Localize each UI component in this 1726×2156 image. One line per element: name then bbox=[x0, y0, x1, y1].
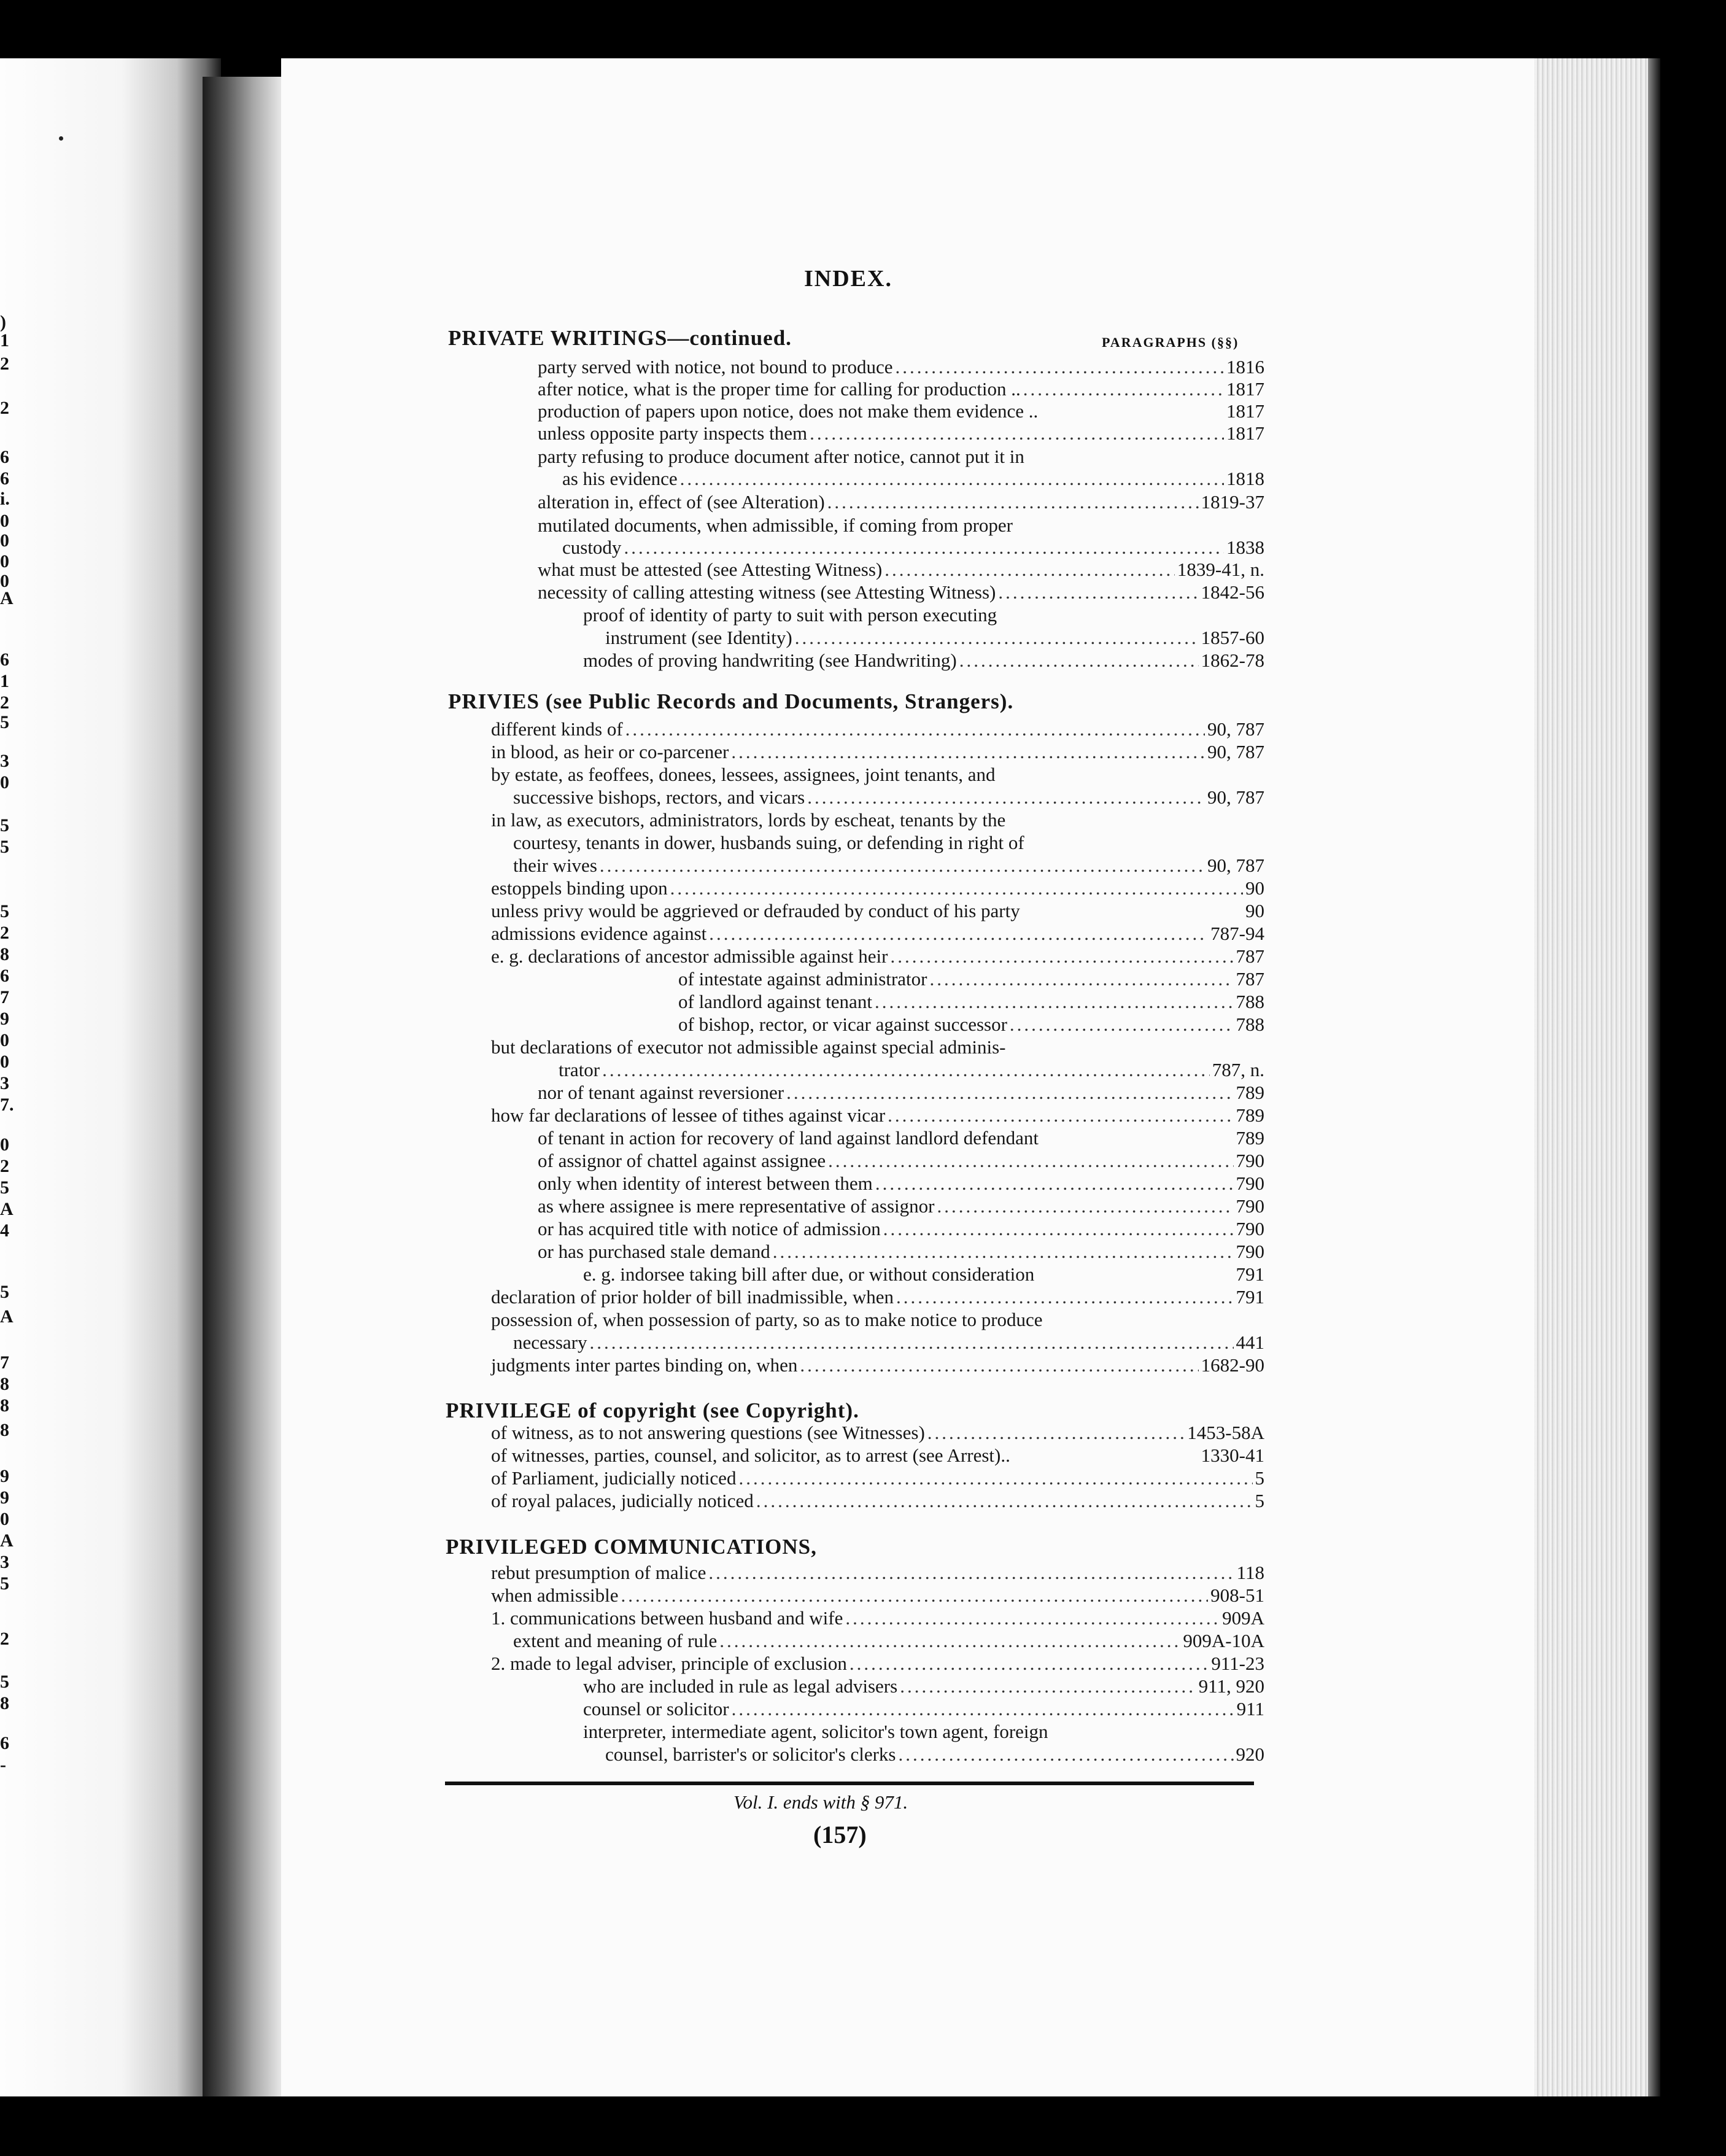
entry-text: of witnesses, parties, counsel, and solicitor, as to arrest (see Arrest).. bbox=[491, 1444, 1010, 1466]
entry-text: PRIVATE WRITINGS—continued. bbox=[448, 326, 792, 350]
entry-text: of bishop, rector, or vicar against successor bbox=[678, 1014, 1007, 1035]
entry-text: judgments inter partes binding on, when bbox=[491, 1354, 798, 1376]
margin-character: A bbox=[0, 1306, 14, 1327]
dot-leader bbox=[709, 923, 1208, 945]
margin-character: 0 bbox=[0, 551, 9, 572]
entry-text: party served with notice, not bound to produce bbox=[538, 356, 893, 378]
margin-character: A bbox=[0, 588, 14, 608]
index-entry bbox=[678, 1014, 1264, 1036]
index-entry bbox=[583, 1721, 1264, 1743]
index-entry bbox=[538, 400, 1264, 422]
entry-text: only when identity of interest between them bbox=[538, 1173, 873, 1194]
dot-leader bbox=[898, 1743, 1233, 1766]
dot-leader bbox=[795, 627, 1199, 649]
entry-text: 1. communications between husband and wife bbox=[491, 1607, 843, 1629]
entry-text: successive bishops, rectors, and vicars bbox=[513, 786, 805, 808]
margin-character: 5 bbox=[0, 1282, 9, 1302]
entry-text: instrument (see Identity) bbox=[605, 627, 792, 648]
entry-text: 2. made to legal adviser, principle of exclusion bbox=[491, 1653, 847, 1674]
entry-text: declaration of prior holder of bill inadmissible, when bbox=[491, 1286, 894, 1308]
entry-text: rebut presumption of malice bbox=[491, 1562, 706, 1583]
entry-paragraph-ref: 787 bbox=[1236, 968, 1264, 990]
margin-character: 9 bbox=[0, 1487, 9, 1508]
dot-leader bbox=[738, 1467, 1252, 1489]
entry-paragraph-ref: 920 bbox=[1236, 1743, 1264, 1765]
margin-character: 0 bbox=[0, 1509, 9, 1529]
index-entry bbox=[538, 1241, 1264, 1263]
index-entry bbox=[513, 1332, 1264, 1354]
margin-character: 2 bbox=[0, 923, 9, 943]
entry-text: in law, as executors, administrators, lords by escheat, tenants by the bbox=[491, 809, 1006, 831]
dot-leader bbox=[1010, 1014, 1234, 1036]
index-entry bbox=[491, 1562, 1264, 1584]
entry-paragraph-ref: 90, 787 bbox=[1207, 786, 1264, 808]
index-entry bbox=[538, 581, 1264, 603]
entry-paragraph-ref: 1839-41, n. bbox=[1177, 559, 1264, 580]
entry-text: of witness, as to not answering questions (see Witnesses) bbox=[491, 1422, 925, 1443]
dot-leader bbox=[590, 1332, 1234, 1354]
margin-character: 0 bbox=[0, 772, 9, 793]
index-heading-entry bbox=[446, 1400, 1264, 1422]
entry-text: courtesy, tenants in dower, husbands suing, or defending in right of bbox=[513, 832, 1024, 853]
dot-leader bbox=[810, 422, 1224, 444]
index-entry bbox=[538, 446, 1264, 468]
dot-leader bbox=[731, 741, 1205, 763]
margin-character: 7 bbox=[0, 1352, 9, 1373]
entry-text: what must be attested (see Attesting Witness) bbox=[538, 559, 883, 580]
entry-text: custody bbox=[562, 537, 622, 558]
index-entry bbox=[491, 1104, 1264, 1126]
index-entry bbox=[583, 650, 1264, 672]
entry-text: necessity of calling attesting witness (see Attesting Witness) bbox=[538, 581, 996, 603]
index-entry bbox=[583, 1698, 1264, 1720]
entry-text: PRIVIES (see Public Records and Documents, Strangers). bbox=[448, 689, 1014, 713]
index-entry bbox=[491, 945, 1264, 967]
index-entry bbox=[538, 1173, 1264, 1195]
index-entry bbox=[491, 764, 1264, 786]
entry-paragraph-ref: 1838 bbox=[1226, 537, 1264, 558]
index-entry bbox=[513, 832, 1264, 854]
entry-paragraph-ref: 90, 787 bbox=[1207, 718, 1264, 740]
entry-text: admissions evidence against bbox=[491, 923, 707, 944]
dot-leader bbox=[884, 559, 1175, 581]
entry-text: of tenant in action for recovery of land against landlord defendant bbox=[538, 1127, 1039, 1149]
index-entry bbox=[491, 1309, 1264, 1331]
margin-character: 9 bbox=[0, 1466, 9, 1486]
dot-leader bbox=[959, 650, 1199, 672]
entry-text: PRIVILEGED COMMUNICATIONS, bbox=[446, 1535, 817, 1559]
index-entry bbox=[678, 968, 1264, 990]
index-entry bbox=[538, 559, 1264, 581]
entry-paragraph-ref: 911 bbox=[1236, 1698, 1264, 1720]
index-entry bbox=[538, 1082, 1264, 1104]
entry-paragraph-ref: 789 bbox=[1236, 1104, 1264, 1126]
entry-paragraph-ref: 791 bbox=[1236, 1263, 1264, 1285]
margin-character: 2 bbox=[0, 692, 9, 713]
entry-paragraph-ref: 788 bbox=[1236, 991, 1264, 1012]
entry-paragraph-ref: 1682-90 bbox=[1201, 1354, 1264, 1376]
entry-paragraph-ref: 790 bbox=[1236, 1150, 1264, 1171]
margin-character: 5 bbox=[0, 1573, 9, 1594]
index-entry bbox=[491, 1444, 1264, 1467]
entry-text: their wives bbox=[513, 855, 597, 876]
margin-character: A bbox=[0, 1199, 14, 1219]
entry-text: as his evidence bbox=[562, 468, 678, 489]
margin-character: 0 bbox=[0, 1052, 9, 1072]
dot-leader bbox=[888, 1104, 1233, 1126]
index-heading-entry bbox=[446, 1536, 1264, 1558]
index-entry bbox=[538, 1150, 1264, 1172]
margin-character: 0 bbox=[0, 1030, 9, 1050]
entry-paragraph-ref: 787-94 bbox=[1210, 923, 1264, 944]
dot-leader bbox=[807, 786, 1205, 808]
margin-character: 2 bbox=[0, 1629, 9, 1649]
dot-leader bbox=[756, 1490, 1253, 1512]
dot-leader bbox=[849, 1653, 1209, 1675]
index-entry bbox=[538, 1195, 1264, 1217]
dot-leader bbox=[680, 468, 1224, 490]
margin-character: ) bbox=[0, 312, 6, 332]
entry-text: necessary bbox=[513, 1332, 587, 1353]
margin-character: 3 bbox=[0, 1552, 9, 1572]
margin-character: 5 bbox=[0, 901, 9, 921]
dot-leader bbox=[929, 968, 1233, 990]
entry-paragraph-ref: 909A-10A bbox=[1183, 1630, 1264, 1651]
dot-leader bbox=[875, 991, 1234, 1013]
entry-paragraph-ref: 1842-56 bbox=[1201, 581, 1264, 603]
margin-character: i. bbox=[0, 489, 10, 509]
volume-end-note: Vol. I. ends with § 971. bbox=[733, 1791, 908, 1813]
margin-character: 8 bbox=[0, 1420, 9, 1440]
margin-character: 8 bbox=[0, 1395, 9, 1416]
dot-leader bbox=[800, 1354, 1198, 1376]
entry-text: but declarations of executor not admissible against special adminis- bbox=[491, 1036, 1006, 1058]
dot-leader bbox=[625, 718, 1205, 740]
entry-paragraph-ref: 1817 bbox=[1226, 422, 1264, 444]
entry-paragraph-ref: 90 bbox=[1245, 900, 1264, 921]
entry-text: of intestate against administrator bbox=[678, 968, 927, 990]
entry-text: counsel, barrister's or solicitor's clerks bbox=[605, 1743, 896, 1765]
entry-paragraph-ref: 790 bbox=[1236, 1195, 1264, 1217]
index-entry bbox=[491, 923, 1264, 945]
entry-paragraph-ref: 911-23 bbox=[1211, 1653, 1264, 1674]
index-entry bbox=[583, 1675, 1264, 1697]
entry-paragraph-ref: 5 bbox=[1255, 1490, 1264, 1511]
margin-character: 5 bbox=[0, 837, 9, 857]
entry-paragraph-ref: 1330-41 bbox=[1201, 1444, 1264, 1466]
dot-leader bbox=[827, 491, 1199, 513]
entry-paragraph-ref: 1816 bbox=[1226, 356, 1264, 378]
entry-text: of royal palaces, judicially noticed bbox=[491, 1490, 754, 1511]
dot-leader bbox=[927, 1422, 1185, 1444]
entry-text: in blood, as heir or co-parcener bbox=[491, 741, 729, 762]
page-number: (157) bbox=[813, 1821, 867, 1848]
paragraphs-column-label: PARAGRAPHS (§§) bbox=[1102, 335, 1239, 350]
entry-text: who are included in rule as legal advisers bbox=[583, 1675, 898, 1697]
entry-text: different kinds of bbox=[491, 718, 623, 740]
entry-paragraph-ref: 789 bbox=[1236, 1127, 1264, 1149]
entry-paragraph-ref: 788 bbox=[1236, 1014, 1264, 1035]
index-entry bbox=[491, 1467, 1264, 1489]
dot-leader bbox=[708, 1562, 1234, 1584]
entry-text: of assignor of chattel against assignee bbox=[538, 1150, 826, 1171]
margin-character: 2 bbox=[0, 1156, 9, 1176]
index-entry bbox=[583, 604, 1264, 626]
dot-leader bbox=[621, 1584, 1209, 1607]
index-entry bbox=[538, 1218, 1264, 1240]
index-entry bbox=[491, 1354, 1264, 1376]
margin-character: 7. bbox=[0, 1095, 14, 1115]
dot-leader bbox=[600, 855, 1205, 877]
margin-character: 4 bbox=[0, 1220, 9, 1241]
index-entry bbox=[491, 718, 1264, 740]
entry-paragraph-ref: 1857-60 bbox=[1201, 627, 1264, 648]
entry-paragraph-ref: 1818 bbox=[1226, 468, 1264, 489]
index-entry bbox=[538, 378, 1264, 400]
dot-leader bbox=[670, 877, 1243, 899]
entry-paragraph-ref: 787 bbox=[1236, 945, 1264, 967]
dot-leader bbox=[719, 1630, 1180, 1652]
dot-leader bbox=[602, 1059, 1210, 1081]
margin-character: 0 bbox=[0, 530, 9, 551]
entry-paragraph-ref: 790 bbox=[1236, 1241, 1264, 1262]
entry-paragraph-ref: 90, 787 bbox=[1207, 741, 1264, 762]
entry-text: alteration in, effect of (see Alteration) bbox=[538, 491, 825, 513]
index-entry bbox=[538, 514, 1264, 537]
index-entry bbox=[491, 809, 1264, 831]
margin-character: 8 bbox=[0, 944, 9, 964]
margin-character: 3 bbox=[0, 751, 9, 771]
margin-character: 2 bbox=[0, 354, 9, 374]
dot-leader bbox=[773, 1241, 1234, 1263]
entry-text: extent and meaning of rule bbox=[513, 1630, 718, 1651]
dot-leader bbox=[1023, 378, 1224, 400]
margin-character: 8 bbox=[0, 1693, 9, 1713]
entry-text: of Parliament, judicially noticed bbox=[491, 1467, 737, 1489]
index-entry bbox=[491, 1036, 1264, 1058]
index-entry bbox=[678, 991, 1264, 1013]
dot-leader bbox=[900, 1675, 1196, 1697]
entry-paragraph-ref: 791 bbox=[1236, 1286, 1264, 1308]
entry-paragraph-ref: 1453-58A bbox=[1187, 1422, 1264, 1443]
entry-paragraph-ref: 790 bbox=[1236, 1218, 1264, 1239]
entry-text: when admissible bbox=[491, 1584, 619, 1606]
index-heading-entry bbox=[448, 691, 1264, 713]
index-entry bbox=[559, 1059, 1264, 1081]
entry-text: or has acquired title with notice of admission bbox=[538, 1218, 881, 1239]
dot-leader bbox=[890, 945, 1233, 967]
index-entry bbox=[513, 1630, 1264, 1652]
entry-paragraph-ref: 118 bbox=[1236, 1562, 1264, 1583]
entry-text: trator bbox=[559, 1059, 600, 1080]
margin-character: 5 bbox=[0, 712, 9, 732]
margin-character: 8 bbox=[0, 1374, 9, 1394]
index-heading-entry bbox=[448, 327, 1264, 349]
entry-paragraph-ref: 441 bbox=[1236, 1332, 1264, 1353]
index-entry bbox=[538, 422, 1264, 444]
index-entry bbox=[491, 1653, 1264, 1675]
entry-paragraph-ref: 90 bbox=[1245, 877, 1264, 899]
index-entry bbox=[491, 1584, 1264, 1607]
entry-paragraph-ref: 1817 bbox=[1226, 400, 1264, 422]
index-entry bbox=[562, 468, 1264, 490]
margin-character: 5 bbox=[0, 1177, 9, 1198]
margin-character: 7 bbox=[0, 987, 9, 1007]
entry-paragraph-ref: 1817 bbox=[1226, 378, 1264, 400]
entry-text: e. g. declarations of ancestor admissible against heir bbox=[491, 945, 888, 967]
margin-character: 0 bbox=[0, 571, 9, 591]
margin-character: - bbox=[0, 1755, 6, 1775]
entry-text: how far declarations of lessee of tithes against vicar bbox=[491, 1104, 886, 1126]
entry-text: estoppels binding upon bbox=[491, 877, 668, 899]
entry-paragraph-ref: 911, 920 bbox=[1198, 1675, 1264, 1697]
dot-leader bbox=[732, 1698, 1234, 1720]
dot-leader bbox=[786, 1082, 1233, 1104]
entry-text: e. g. indorsee taking bill after due, or without consideration bbox=[583, 1263, 1035, 1285]
entry-paragraph-ref: 790 bbox=[1236, 1173, 1264, 1194]
dot-leader bbox=[937, 1195, 1233, 1217]
margin-character: 6 bbox=[0, 1733, 9, 1753]
entry-text: unless opposite party inspects them bbox=[538, 422, 808, 444]
entry-paragraph-ref: 1862-78 bbox=[1201, 650, 1264, 671]
entry-text: of landlord against tenant bbox=[678, 991, 872, 1012]
entry-paragraph-ref: 1819-37 bbox=[1201, 491, 1264, 513]
entry-text: proof of identity of party to suit with person executing bbox=[583, 604, 997, 626]
margin-character: 2 bbox=[0, 398, 9, 418]
margin-character: 1 bbox=[0, 330, 9, 351]
index-entry bbox=[491, 1490, 1264, 1512]
index-entry bbox=[491, 1286, 1264, 1308]
entry-text: interpreter, intermediate agent, solicitor's town agent, foreign bbox=[583, 1721, 1048, 1742]
footer-rule bbox=[445, 1782, 1254, 1785]
dot-leader bbox=[624, 537, 1224, 559]
index-entry bbox=[491, 900, 1264, 922]
index-entry bbox=[605, 627, 1264, 649]
margin-character: 6 bbox=[0, 447, 9, 467]
entry-text: party refusing to produce document after notice, cannot put it in bbox=[538, 446, 1024, 467]
entry-text: unless privy would be aggrieved or defrauded by conduct of his party bbox=[491, 900, 1020, 921]
margin-character: 9 bbox=[0, 1009, 9, 1029]
margin-character: 6 bbox=[0, 650, 9, 670]
entry-text: or has purchased stale demand bbox=[538, 1241, 770, 1262]
index-entry bbox=[538, 491, 1264, 513]
dot-leader bbox=[845, 1607, 1220, 1629]
index-entry bbox=[513, 855, 1264, 877]
margin-character: 0 bbox=[0, 1134, 9, 1155]
margin-character: 5 bbox=[0, 815, 9, 836]
entry-text: mutilated documents, when admissible, if coming from proper bbox=[538, 514, 1013, 536]
entry-paragraph-ref: 789 bbox=[1236, 1082, 1264, 1103]
dot-leader bbox=[875, 1173, 1234, 1195]
entry-text: after notice, what is the proper time for calling for production .. bbox=[538, 378, 1021, 400]
dot-leader bbox=[883, 1218, 1234, 1240]
margin-character: 0 bbox=[0, 511, 9, 531]
margin-character: 5 bbox=[0, 1672, 9, 1692]
margin-character: 6 bbox=[0, 468, 9, 489]
entry-text: possession of, when possession of party, so as to make notice to produce bbox=[491, 1309, 1043, 1330]
dot-leader bbox=[998, 581, 1198, 603]
index-entry bbox=[605, 1743, 1264, 1766]
entry-paragraph-ref: 909A bbox=[1222, 1607, 1264, 1629]
entry-text: nor of tenant against reversioner bbox=[538, 1082, 784, 1103]
dot-leader bbox=[896, 356, 1224, 378]
entry-text: counsel or solicitor bbox=[583, 1698, 729, 1720]
entry-text: production of papers upon notice, does not make them evidence .. bbox=[538, 400, 1039, 422]
entry-paragraph-ref: 5 bbox=[1255, 1467, 1264, 1489]
page-header: INDEX. bbox=[804, 266, 892, 292]
entry-text: PRIVILEGE of copyright (see Copyright). bbox=[446, 1398, 859, 1422]
margin-character: 6 bbox=[0, 966, 9, 986]
index-entry bbox=[491, 1422, 1264, 1444]
index-entry bbox=[513, 786, 1264, 808]
entry-text: by estate, as feoffees, donees, lessees, assignees, joint tenants, and bbox=[491, 764, 996, 785]
index-entry bbox=[491, 741, 1264, 763]
index-entry bbox=[491, 1607, 1264, 1629]
index-entry bbox=[583, 1263, 1264, 1285]
margin-character: 1 bbox=[0, 671, 9, 691]
entry-text: as where assignee is mere representative of assignor bbox=[538, 1195, 935, 1217]
entry-paragraph-ref: 787, n. bbox=[1212, 1059, 1264, 1080]
index-entry bbox=[562, 537, 1264, 559]
entry-paragraph-ref: 90, 787 bbox=[1207, 855, 1264, 876]
margin-character: 3 bbox=[0, 1073, 9, 1093]
index-entry bbox=[538, 356, 1264, 378]
dot-leader bbox=[896, 1286, 1234, 1308]
index-entry bbox=[491, 877, 1264, 899]
dot-leader bbox=[828, 1150, 1233, 1172]
index-entry bbox=[538, 1127, 1264, 1149]
margin-character: A bbox=[0, 1530, 14, 1551]
entry-text: modes of proving handwriting (see Handwriting) bbox=[583, 650, 957, 671]
entry-paragraph-ref: 908-51 bbox=[1210, 1584, 1264, 1606]
